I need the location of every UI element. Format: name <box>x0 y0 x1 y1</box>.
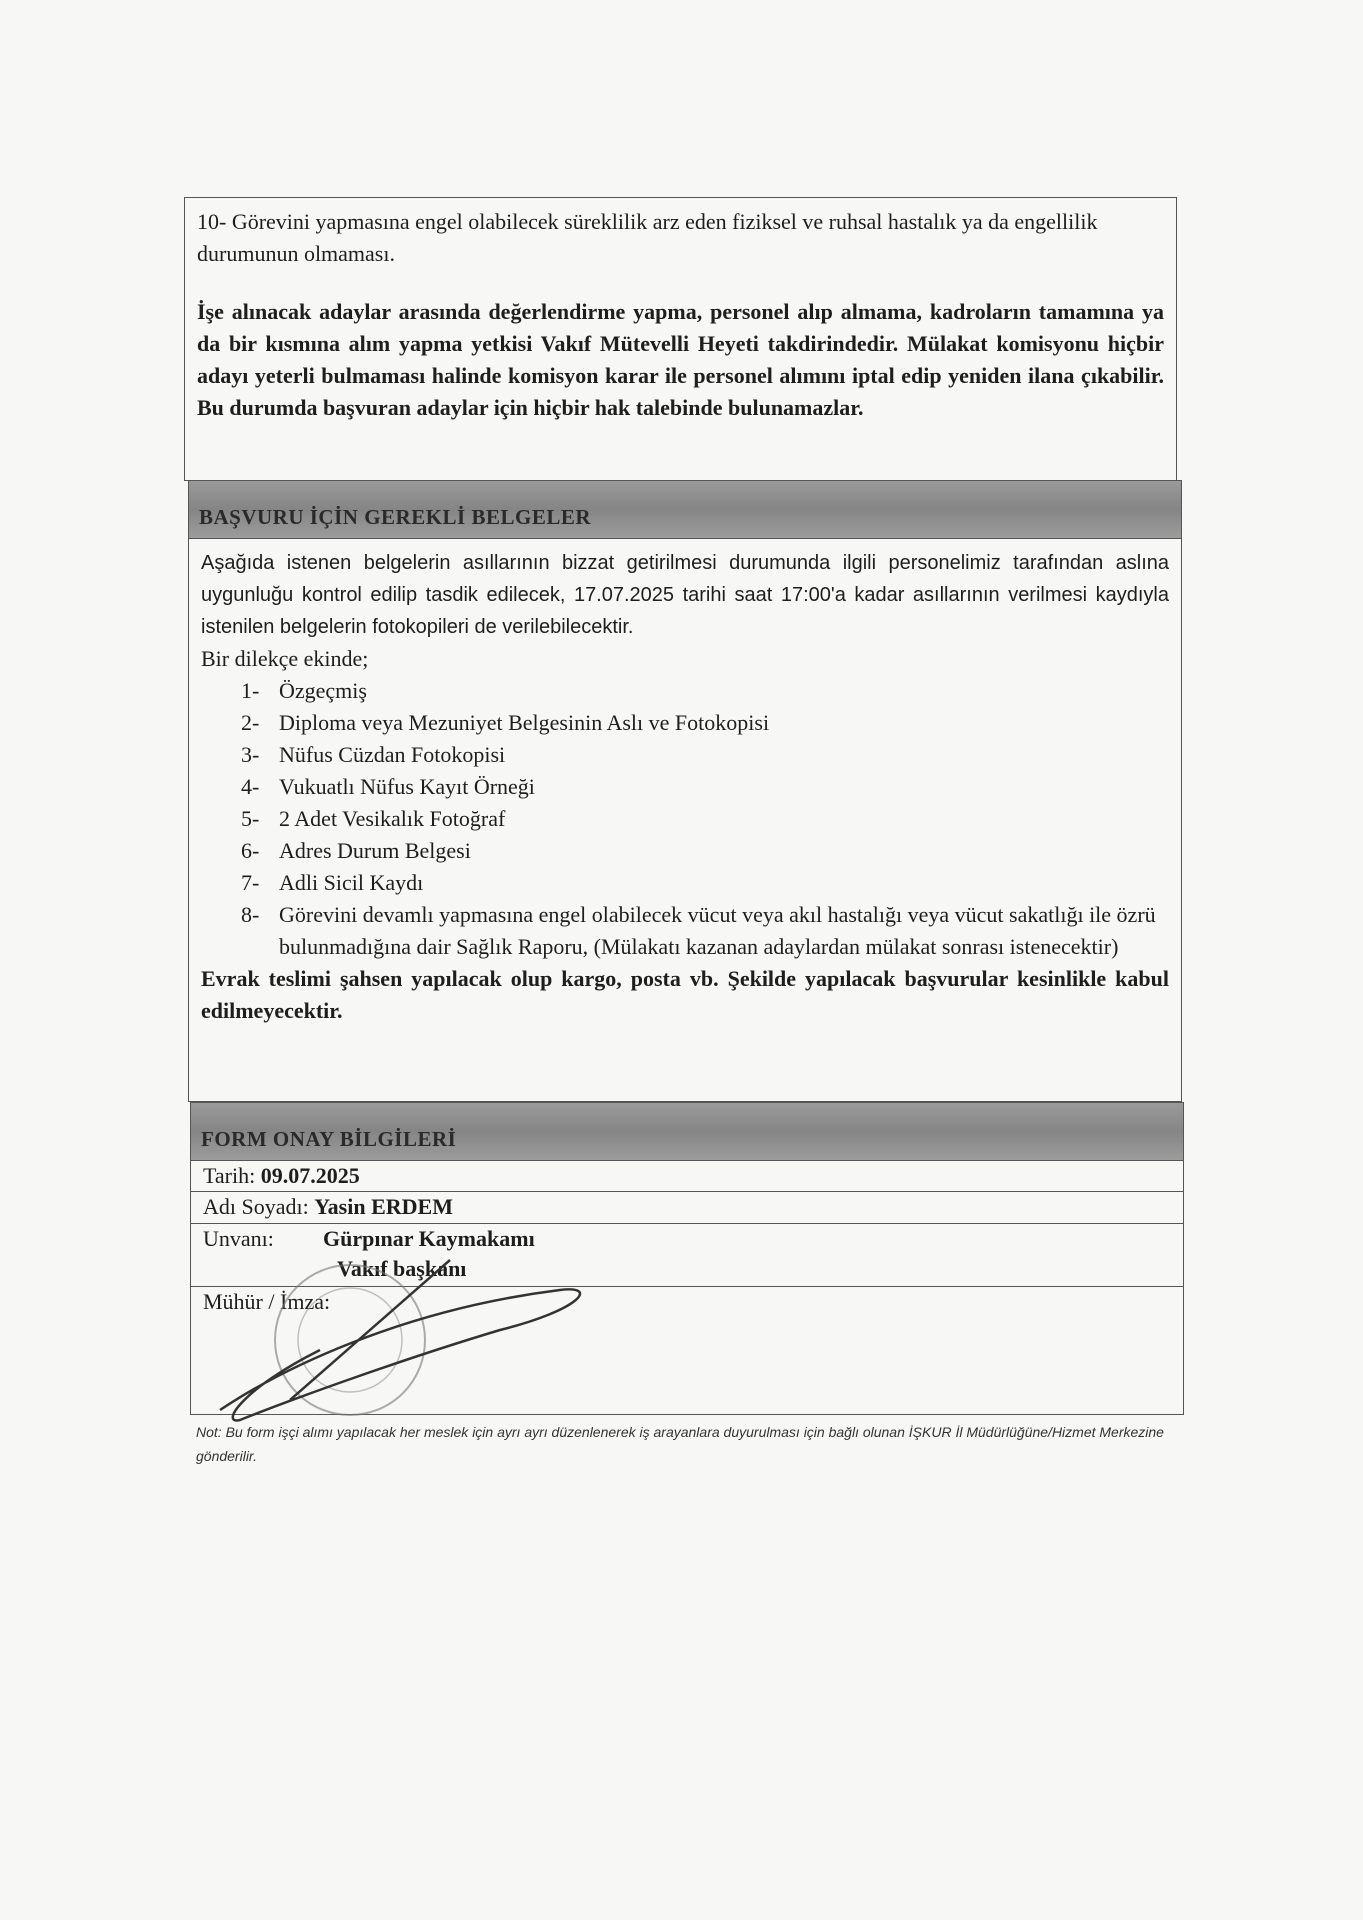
name-value: Yasin ERDEM <box>314 1194 453 1219</box>
eligibility-section <box>184 197 1177 481</box>
document-item <box>201 739 1169 771</box>
section-header: BAŞVURU İÇİN GEREKLİ BELGELER <box>189 481 1181 539</box>
documents-list <box>201 675 1169 963</box>
item-number: 6- <box>241 838 260 863</box>
name-label: Adı Soyadı: <box>203 1194 309 1219</box>
submission-warning: Evrak teslimi şahsen yapılacak olup kargo, posta vb. Şekilde yapılacak başvurular kesinlikle kabul edilmeyecektir. <box>201 966 1169 1023</box>
title-value-2: Vakıf başkanı <box>337 1256 467 1281</box>
item-text: Nüfus Cüzdan Fotokopisi <box>279 742 506 767</box>
date-value: 09.07.2025 <box>260 1163 360 1188</box>
item-number: 4- <box>241 774 260 799</box>
item-number: 8- <box>241 902 260 927</box>
name-row <box>191 1192 1183 1224</box>
seal-label: Mühür / İmza: <box>203 1289 331 1314</box>
form-approval-section <box>190 1102 1184 1415</box>
item-number: 5- <box>241 806 260 831</box>
documents-lead: Bir dilekçe ekinde; <box>201 646 369 671</box>
item-text: Diploma veya Mezuniyet Belgesinin Aslı ve Fotokopisi <box>279 710 770 735</box>
section-header: FORM ONAY BİLGİLERİ <box>191 1103 1183 1161</box>
item-number: 1- <box>241 678 260 703</box>
document-item <box>201 771 1169 803</box>
item-text: 2 Adet Vesikalık Fotoğraf <box>279 806 506 831</box>
documents-intro: Aşağıda istenen belgelerin asıllarının bizzat getirilmesi durumunda ilgili personelimiz tarafından aslına uygunluğu kontrol edilip tasdik edilecek, 17.07.2025 tarihi saat 17:00'a kadar asıllarının verilmesi kaydıyla istenilen belgelerin fotokopileri de verilebilecektir. <box>201 552 1169 638</box>
seal-signature-row <box>191 1287 1183 1317</box>
title-value: Gürpınar Kaymakamı <box>323 1226 535 1251</box>
item-text: Adres Durum Belgesi <box>279 838 471 863</box>
item-number: 2- <box>241 710 260 735</box>
item-text: Özgeçmiş <box>279 678 367 703</box>
item-text: Görevini devamlı yapmasına engel olabilecek vücut veya akıl hastalığı veya vücut sakatlığı ile özrü bulunmadığına dair Sağlık Raporu, (Mülakatı kazanan adaylardan mülakat sonrası istenecektir) <box>279 902 1156 959</box>
title-row <box>191 1224 1183 1287</box>
requirement-item-10: 10- Görevini yapmasına engel olabilecek süreklilik arz eden fiziksel ve ruhsal hastalık ya da engellilik durumunun olmaması. <box>197 209 1098 266</box>
document-item <box>201 899 1169 963</box>
item-number: 7- <box>241 870 260 895</box>
hiring-authority-paragraph: İşe alınacak adaylar arasında değerlendirme yapma, personel alıp almama, kadroların tamamına ya da bir kısmına alım yapma yetkisi Vakıf Mütevelli Heyeti takdirindedir. Mülakat komisyonu hiçbir adayı yeterli bulmaması halinde komisyon karar ile personel alımını iptal edip yeniden ilana çıkabilir. Bu durumda başvuran adaylar için hiçbir hak talebinde bulunamazlar. <box>197 299 1164 420</box>
title-label: Unvanı: <box>203 1226 274 1251</box>
document-item <box>201 675 1169 707</box>
document-item <box>201 867 1169 899</box>
footnote: Not: Bu form işçi alımı yapılacak her meslek için ayrı ayrı düzenlenerek iş arayanlara duyurulması için bağlı olunan İŞKUR İl Müdürlüğüne/Hizmet Merkezine gönderilir. <box>196 1424 1164 1464</box>
date-row <box>191 1161 1183 1192</box>
item-number: 3- <box>241 742 260 767</box>
document-item <box>201 835 1169 867</box>
item-text: Vukuatlı Nüfus Kayıt Örneği <box>279 774 535 799</box>
document-item <box>201 803 1169 835</box>
item-text: Adli Sicil Kaydı <box>279 870 424 895</box>
document-item <box>201 707 1169 739</box>
required-documents-section <box>188 480 1182 1102</box>
date-label: Tarih: <box>203 1163 256 1188</box>
